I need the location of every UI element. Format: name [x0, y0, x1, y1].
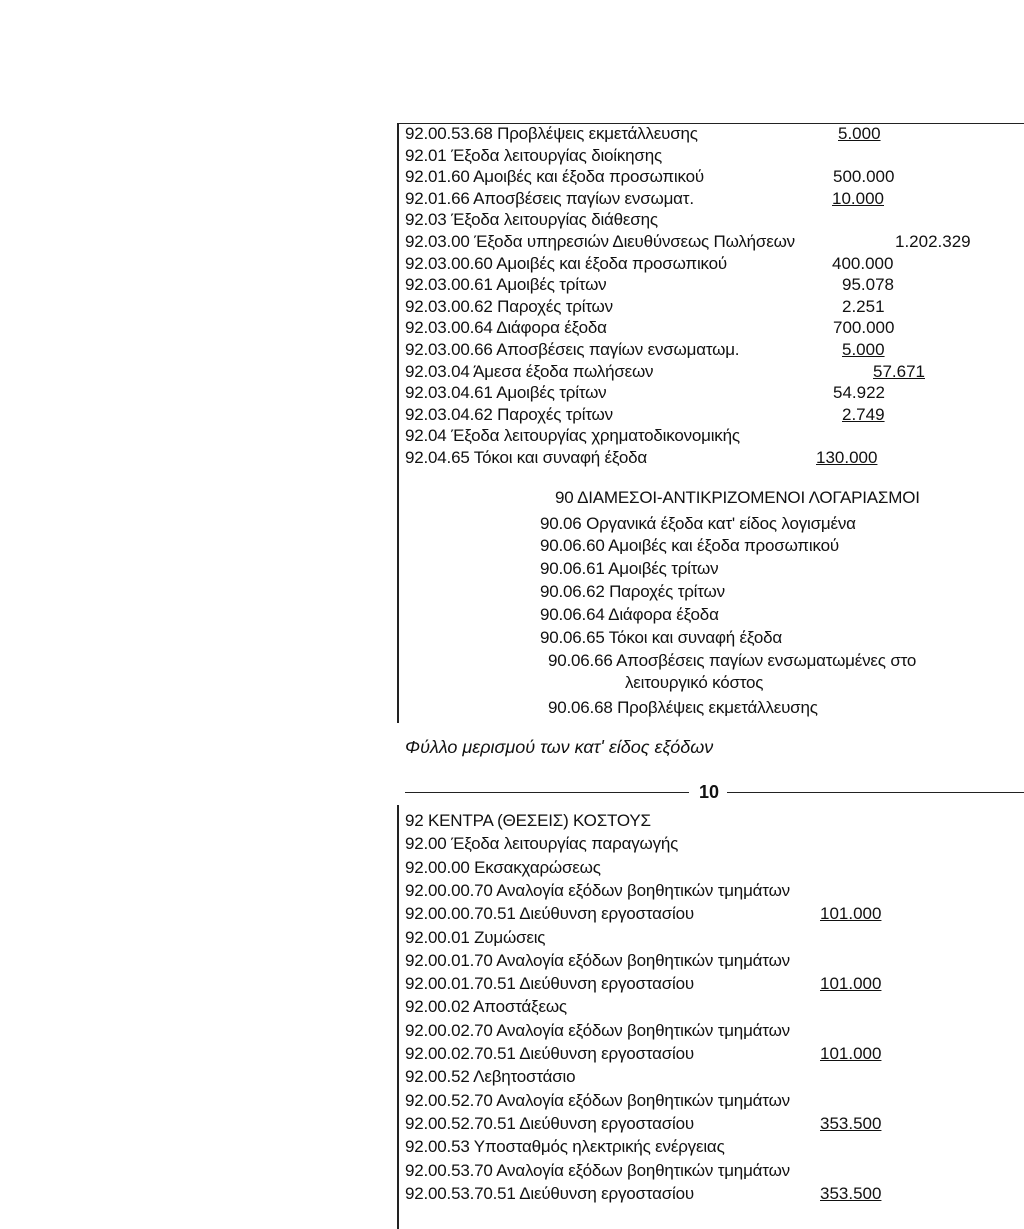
intermediate-account-line: λειτουργικό κόστος	[625, 673, 764, 692]
intermediate-account-line: 90.06.68 Προβλέψεις εκμετάλλευσης	[548, 698, 818, 717]
cost-center-amount: 353.500	[820, 1183, 882, 1203]
account-line: 92.03.00.60 Αμοιβές και έξοδα προσωπικού	[405, 253, 727, 273]
account-amount: 57.671	[873, 361, 925, 381]
account-amount: 2.251	[842, 296, 885, 316]
page-number: 10	[699, 782, 720, 802]
account-line: 92.03.00.61 Αμοιβές τρίτων	[405, 275, 607, 295]
account-line: 92.03.00.66 Αποσβέσεις παγίων ενσωματωμ.	[405, 340, 740, 359]
account-amount: 2.749	[842, 404, 885, 424]
account-amount: 5.000	[838, 124, 881, 143]
account-line: 92.04 Έξοδα λειτουργίας χρηματοδικονομικής	[405, 426, 740, 446]
account-line: 92.00.53.68 Προβλέψεις εκμετάλλευσης	[405, 124, 698, 143]
cost-center-line: 92.00.01 Ζυμώσεις	[405, 927, 546, 947]
intermediate-account-line: 90.06.65 Τόκοι και συναφή έξοδα	[540, 628, 783, 647]
cost-center-line: 92.00.02 Αποστάξεως	[405, 997, 567, 1017]
account-line: 92.03.04.62 Παροχές τρίτων	[405, 404, 613, 424]
intermediate-account-line: 90.06.60 Αμοιβές και έξοδα προσωπικού	[540, 536, 839, 555]
divider-right	[727, 792, 1024, 793]
cost-center-amount: 101.000	[820, 904, 882, 924]
cost-center-line: 92.00.52 Λεβητοστάσιο	[405, 1067, 576, 1087]
cost-center-amount: 353.500	[820, 1113, 882, 1133]
cost-center-line: 92.00.00 Εκσακχαρώσεως	[405, 857, 601, 877]
cost-center-line: 92.00.00.70 Αναλογία εξόδων βοηθητικών τμημάτων	[405, 880, 790, 900]
account-amount: 400.000	[832, 253, 894, 273]
cost-center-line: 92.00.52.70 Αναλογία εξόδων βοηθητικών τμημάτων	[405, 1090, 790, 1110]
intermediate-account-line: 90.06 Οργανικά έξοδα κατ' είδος λογισμένα	[540, 514, 856, 533]
account-amount: 5.000	[842, 340, 885, 359]
cost-center-line: 92.00.53 Υποσταθμός ηλεκτρικής ενέργειας	[405, 1137, 725, 1157]
account-line: 92.03.00 Έξοδα υπηρεσιών Διευθύνσεως Πωλήσεων	[405, 232, 795, 251]
cost-center-line: 92.00.53.70 Αναλογία εξόδων βοηθητικών τμημάτων	[405, 1160, 790, 1180]
account-line: 92.01.60 Αμοιβές και έξοδα προσωπικού	[405, 167, 704, 187]
intermediate-account-line: 90.06.61 Αμοιβές τρίτων	[540, 559, 719, 578]
account-line: 92.03.04 Άμεσα έξοδα πωλήσεων	[405, 361, 654, 381]
cost-center-line: 92.00.01.70 Αναλογία εξόδων βοηθητικών τμημάτων	[405, 950, 790, 970]
cost-center-amount: 101.000	[820, 974, 882, 994]
account-amount: 10.000	[832, 188, 884, 208]
cost-center-line: 92.00.02.70.51 Διεύθυνση εργοστασίου	[405, 1044, 694, 1063]
cost-center-amount: 101.000	[820, 1044, 882, 1063]
account-line: 92.03.00.62 Παροχές τρίτων	[405, 296, 613, 316]
cost-center-line: 92.00.01.70.51 Διεύθυνση εργοστασίου	[405, 974, 694, 994]
cost-center-line: 92.00.52.70.51 Διεύθυνση εργοστασίου	[405, 1113, 694, 1133]
cost-center-line: 92.00.02.70 Αναλογία εξόδων βοηθητικών τμημάτων	[405, 1020, 790, 1040]
account-line: 92.03.04.61 Αμοιβές τρίτων	[405, 383, 607, 403]
account-amount: 700.000	[833, 318, 895, 338]
cost-center-line: 92.00.00.70.51 Διεύθυνση εργοστασίου	[405, 904, 694, 924]
intermediate-account-line: 90 ΔΙΑΜΕΣΟΙ-ΑΝΤΙΚΡΙΖΟΜΕΝΟΙ ΛΟΓΑΡΙΑΣΜΟΙ	[555, 488, 920, 507]
account-line: 92.01 Έξοδα λειτουργίας διοίκησης	[405, 145, 662, 165]
account-amount: 54.922	[833, 383, 885, 403]
account-line: 92.04.65 Τόκοι και συναφή έξοδα	[405, 448, 648, 467]
account-amount: 130.000	[816, 448, 878, 467]
divider-left	[405, 792, 689, 793]
cost-center-line: 92.00 Έξοδα λειτουργίας παραγωγής	[405, 834, 679, 854]
left-margin-rule-top	[397, 123, 399, 723]
account-amount: 1.202.329	[895, 232, 971, 251]
account-line: 92.03 Έξοδα λειτουργίας διάθεσης	[405, 210, 658, 230]
account-amount: 95.078	[842, 275, 894, 295]
left-margin-rule-bottom	[397, 805, 399, 1229]
intermediate-account-line: 90.06.62 Παροχές τρίτων	[540, 582, 725, 601]
cost-center-line: 92 ΚΕΝΤΡΑ (ΘΕΣΕΙΣ) ΚΟΣΤΟΥΣ	[405, 811, 651, 830]
intermediate-account-line: 90.06.64 Διάφορα έξοδα	[540, 605, 719, 624]
cost-center-line: 92.00.53.70.51 Διεύθυνση εργοστασίου	[405, 1183, 694, 1203]
sheet-caption: Φύλλο μερισμού των κατ' είδος εξόδων	[405, 737, 714, 757]
intermediate-account-line: 90.06.66 Αποσβέσεις παγίων ενσωματωμένες στο	[548, 651, 917, 670]
account-line: 92.01.66 Αποσβέσεις παγίων ενσωματ.	[405, 188, 694, 208]
account-line: 92.03.00.64 Διάφορα έξοδα	[405, 318, 607, 338]
account-amount: 500.000	[833, 167, 895, 187]
